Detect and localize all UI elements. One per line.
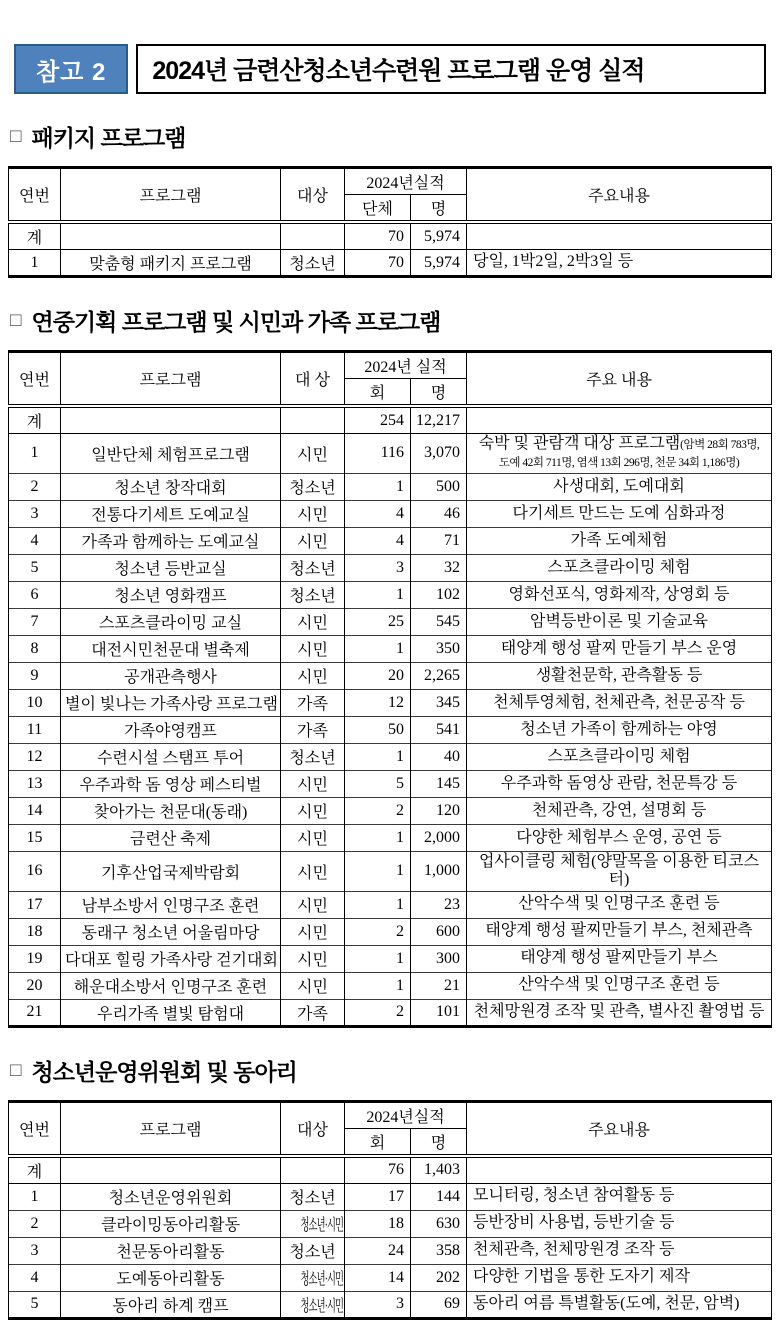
cell-program: 맞춤형 패키지 프로그램	[61, 250, 281, 277]
column-header-target: 대상	[281, 1101, 345, 1156]
column-header-content: 주요내용	[467, 168, 772, 223]
cell-program: 도예동아리활동	[61, 1264, 281, 1291]
table-row	[9, 1264, 772, 1291]
cell-people: 2,265	[411, 662, 467, 689]
cell-content: 스포츠클라이밍 체험	[467, 554, 772, 581]
cell-target: 시민	[281, 662, 345, 689]
cell-count: 116	[345, 434, 411, 474]
cell-people: 350	[411, 635, 467, 662]
cell-count: 2	[345, 797, 411, 824]
cell-target: 시민	[281, 972, 345, 999]
cell-program: 해운대소방서 인명구조 훈련	[61, 972, 281, 999]
cell-people: 1,403	[411, 1156, 467, 1184]
cell-target: 시민	[281, 797, 345, 824]
table-row	[9, 891, 772, 918]
cell-content: 등반장비 사용법, 등반기술 등	[467, 1210, 772, 1237]
cell-people: 3,070	[411, 434, 467, 474]
cell-content: 산악수색 및 인명구조 훈련 등	[467, 891, 772, 918]
table-row	[9, 716, 772, 743]
cell-target: 시민	[281, 770, 345, 797]
cell-target: 시민	[281, 635, 345, 662]
cell-no: 2	[9, 473, 61, 500]
section-heading-annual	[10, 304, 770, 337]
cell-people: 300	[411, 945, 467, 972]
cell-count: 1	[345, 851, 411, 891]
cell-count: 20	[345, 662, 411, 689]
cell-content: 다기세트 만드는 도예 심화과정	[467, 500, 772, 527]
cell-target: 시민	[281, 434, 345, 474]
cell-count: 1	[345, 824, 411, 851]
cell-content: 청소년 가족이 함께하는 야영	[467, 716, 772, 743]
cell-count: 2	[345, 918, 411, 945]
cell-program: 천문동아리활동	[61, 1237, 281, 1264]
column-header-unit-people: 명	[411, 195, 467, 223]
cell-program: 가족과 함께하는 도예교실	[61, 527, 281, 554]
cell-content: 다양한 기법을 통한 도자기 제작	[467, 1264, 772, 1291]
table-row	[9, 608, 772, 635]
cell-count: 4	[345, 500, 411, 527]
table-row	[9, 635, 772, 662]
table-row	[9, 1210, 772, 1237]
column-header-unit-people: 명	[411, 379, 467, 407]
cell-people: 101	[411, 999, 467, 1026]
cell-no: 5	[9, 1291, 61, 1318]
cell-target	[281, 1156, 345, 1184]
column-header-target: 대상	[281, 168, 345, 223]
table-header	[9, 168, 772, 223]
cell-content	[467, 1156, 772, 1184]
section-heading-package	[10, 120, 770, 153]
cell-count: 50	[345, 716, 411, 743]
cell-program: 클라이밍동아리활동	[61, 1210, 281, 1237]
cell-people: 5,974	[411, 222, 467, 250]
cell-no: 16	[9, 851, 61, 891]
cell-program: 기후산업국제박람회	[61, 851, 281, 891]
page-title: 2024년 금련산청소년수련원 프로그램 운영 실적	[136, 44, 766, 94]
cell-program: 우리가족 별빛 탐험대	[61, 999, 281, 1026]
cell-no: 3	[9, 500, 61, 527]
cell-content: 생활천문학, 관측활동 등	[467, 662, 772, 689]
cell-people: 69	[411, 1291, 467, 1318]
column-header-no: 연번	[9, 168, 61, 223]
cell-content: 천체관측, 강연, 설명회 등	[467, 797, 772, 824]
cell-content: 영화선포식, 영화제작, 상영회 등	[467, 581, 772, 608]
cell-target: 청소년	[281, 1183, 345, 1210]
table-header	[9, 352, 772, 407]
section-heading-text: 패키지 프로그램	[31, 125, 186, 151]
cell-target: 가족	[281, 999, 345, 1026]
section-heading-text: 연중기획 프로그램 및 시민과 가족 프로그램	[31, 309, 441, 335]
table-row	[9, 689, 772, 716]
cell-people: 21	[411, 972, 467, 999]
cell-people: 144	[411, 1183, 467, 1210]
cell-count: 1	[345, 473, 411, 500]
cell-program: 동래구 청소년 어울림마당	[61, 918, 281, 945]
cell-no: 17	[9, 891, 61, 918]
column-header-performance: 2024년실적	[345, 168, 467, 195]
table-row	[9, 918, 772, 945]
cell-no: 1	[9, 1183, 61, 1210]
table-row	[9, 1183, 772, 1210]
cell-program: 대전시민천문대 별축제	[61, 635, 281, 662]
cell-no: 11	[9, 716, 61, 743]
table-row	[9, 1237, 772, 1264]
cell-no: 2	[9, 1210, 61, 1237]
cell-people: 102	[411, 581, 467, 608]
cell-target: 청소년·시민	[281, 1291, 345, 1318]
table-row	[9, 527, 772, 554]
cell-no: 20	[9, 972, 61, 999]
cell-program: 수련시설 스탬프 투어	[61, 743, 281, 770]
cell-people: 600	[411, 918, 467, 945]
table-row	[9, 473, 772, 500]
cell-program: 별이 빛나는 가족사랑 프로그램	[61, 689, 281, 716]
table-total-row	[9, 1156, 772, 1184]
cell-program: 찾아가는 천문대(동래)	[61, 797, 281, 824]
cell-people: 202	[411, 1264, 467, 1291]
cell-people: 23	[411, 891, 467, 918]
cell-no: 4	[9, 1264, 61, 1291]
cell-content: 업사이클링 체험(양말목을 이용한 티코스터)	[467, 851, 772, 891]
cell-no: 18	[9, 918, 61, 945]
cell-no: 8	[9, 635, 61, 662]
cell-no: 10	[9, 689, 61, 716]
cell-program: 다대포 힐링 가족사랑 걷기대회	[61, 945, 281, 972]
cell-no: 14	[9, 797, 61, 824]
cell-count: 14	[345, 1264, 411, 1291]
package-program-table	[8, 166, 772, 278]
section-heading-text: 청소년운영위원회 및 동아리	[31, 1058, 297, 1085]
cell-target: 청소년	[281, 581, 345, 608]
cell-people: 71	[411, 527, 467, 554]
cell-people: 40	[411, 743, 467, 770]
cell-count: 76	[345, 1156, 411, 1184]
cell-count: 17	[345, 1183, 411, 1210]
reference-tag: 참고 2	[14, 44, 128, 94]
cell-content: 암벽등반이론 및 기술교육	[467, 608, 772, 635]
cell-program: 청소년운영위원회	[61, 1183, 281, 1210]
cell-program: 청소년 영화캠프	[61, 581, 281, 608]
column-header-unit-count: 회	[345, 379, 411, 407]
cell-no: 19	[9, 945, 61, 972]
cell-people: 500	[411, 473, 467, 500]
annual-program-table	[8, 350, 772, 1028]
cell-people: 5,974	[411, 250, 467, 277]
cell-target	[281, 406, 345, 434]
cell-no: 21	[9, 999, 61, 1026]
cell-count: 5	[345, 770, 411, 797]
column-header-program: 프로그램	[61, 1101, 281, 1156]
cell-target: 청소년	[281, 743, 345, 770]
cell-content: 모니터링, 청소년 참여활동 등	[467, 1183, 772, 1210]
cell-count: 2	[345, 999, 411, 1026]
table-row	[9, 434, 772, 474]
cell-target	[281, 222, 345, 250]
cell-count: 70	[345, 250, 411, 277]
cell-content: 천체투영체험, 천체관측, 천문공작 등	[467, 689, 772, 716]
column-header-no: 연번	[9, 352, 61, 407]
square-bullet-icon: □	[10, 310, 21, 331]
section-heading-committee	[10, 1054, 770, 1087]
cell-count: 24	[345, 1237, 411, 1264]
cell-content: 당일, 1박2일, 2박3일 등	[467, 250, 772, 277]
cell-count: 3	[345, 554, 411, 581]
cell-people: 545	[411, 608, 467, 635]
cell-program: 금련산 축제	[61, 824, 281, 851]
committee-club-table	[8, 1100, 772, 1320]
table-row	[9, 797, 772, 824]
cell-program	[61, 406, 281, 434]
table-row	[9, 999, 772, 1026]
column-header-program: 프로그램	[61, 168, 281, 223]
cell-target: 가족	[281, 716, 345, 743]
cell-count: 70	[345, 222, 411, 250]
cell-target: 청소년	[281, 554, 345, 581]
cell-people: 32	[411, 554, 467, 581]
table-row	[9, 554, 772, 581]
cell-count: 1	[345, 972, 411, 999]
cell-count: 1	[345, 891, 411, 918]
square-bullet-icon: □	[10, 126, 21, 147]
column-header-target: 대 상	[281, 352, 345, 407]
table-row	[9, 824, 772, 851]
cell-people: 630	[411, 1210, 467, 1237]
content-detail-note: (암벽 28회 783명, 도예 42회 711명, 염색 13회 296명, 천문 34회 1,186명)	[498, 439, 760, 470]
cell-count: 12	[345, 689, 411, 716]
cell-no: 5	[9, 554, 61, 581]
table-total-row	[9, 222, 772, 250]
cell-count: 25	[345, 608, 411, 635]
cell-people: 2,000	[411, 824, 467, 851]
table-row	[9, 250, 772, 277]
cell-count: 1	[345, 945, 411, 972]
cell-no: 13	[9, 770, 61, 797]
cell-program: 남부소방서 인명구조 훈련	[61, 891, 281, 918]
cell-no: 15	[9, 824, 61, 851]
cell-target: 시민	[281, 945, 345, 972]
table-row	[9, 770, 772, 797]
cell-no: 계	[9, 222, 61, 250]
cell-target: 가족	[281, 689, 345, 716]
cell-target: 시민	[281, 824, 345, 851]
table-row	[9, 972, 772, 999]
cell-count: 1	[345, 743, 411, 770]
cell-count: 254	[345, 406, 411, 434]
cell-content	[467, 406, 772, 434]
cell-count: 1	[345, 581, 411, 608]
cell-content: 가족 도예체험	[467, 527, 772, 554]
column-header-program: 프로그램	[61, 352, 281, 407]
cell-count: 1	[345, 635, 411, 662]
cell-no: 4	[9, 527, 61, 554]
cell-target: 시민	[281, 918, 345, 945]
column-header-unit-people: 명	[411, 1128, 467, 1156]
document-header	[14, 44, 766, 94]
cell-no: 6	[9, 581, 61, 608]
cell-count: 18	[345, 1210, 411, 1237]
cell-program	[61, 222, 281, 250]
cell-target: 청소년	[281, 473, 345, 500]
table-row	[9, 1291, 772, 1318]
table-row	[9, 662, 772, 689]
column-header-unit-count: 회	[345, 1128, 411, 1156]
cell-content: 태양계 행성 팔찌만들기 부스, 천체관측	[467, 918, 772, 945]
cell-no: 계	[9, 1156, 61, 1184]
table-row	[9, 581, 772, 608]
cell-count: 3	[345, 1291, 411, 1318]
table-header	[9, 1101, 772, 1156]
cell-content: 스포츠클라이밍 체험	[467, 743, 772, 770]
table-row	[9, 500, 772, 527]
cell-program: 일반단체 체험프로그램	[61, 434, 281, 474]
cell-content	[467, 222, 772, 250]
cell-target: 시민	[281, 527, 345, 554]
cell-content: 태양계 행성 팔찌만들기 부스	[467, 945, 772, 972]
cell-no: 1	[9, 434, 61, 474]
cell-program: 청소년 등반교실	[61, 554, 281, 581]
cell-people: 12,217	[411, 406, 467, 434]
cell-people: 345	[411, 689, 467, 716]
cell-content: 산악수색 및 인명구조 훈련 등	[467, 972, 772, 999]
cell-target: 청소년	[281, 250, 345, 277]
table-row	[9, 851, 772, 891]
column-header-performance: 2024년 실적	[345, 352, 467, 379]
cell-program: 스포츠클라이밍 교실	[61, 608, 281, 635]
column-header-performance: 2024년실적	[345, 1101, 467, 1128]
cell-content: 천체망원경 조작 및 관측, 별사진 촬영법 등	[467, 999, 772, 1026]
cell-content: 천체관측, 천체망원경 조작 등	[467, 1237, 772, 1264]
cell-no: 1	[9, 250, 61, 277]
cell-target: 시민	[281, 891, 345, 918]
cell-content: 숙박 및 관람객 대상 프로그램(암벽 28회 783명, 도예 42회 711명, 염색 13회 296명, 천문 34회 1,186명)	[467, 434, 772, 474]
cell-content: 다양한 체험부스 운영, 공연 등	[467, 824, 772, 851]
cell-no: 계	[9, 406, 61, 434]
table-row	[9, 945, 772, 972]
cell-program: 동아리 하계 캠프	[61, 1291, 281, 1318]
cell-no: 3	[9, 1237, 61, 1264]
cell-program: 공개관측행사	[61, 662, 281, 689]
column-header-content: 주요내용	[467, 1101, 772, 1156]
cell-no: 12	[9, 743, 61, 770]
cell-target: 시민	[281, 500, 345, 527]
square-bullet-icon: □	[10, 1059, 21, 1081]
cell-target: 청소년	[281, 1237, 345, 1264]
cell-people: 120	[411, 797, 467, 824]
cell-target: 시민	[281, 608, 345, 635]
cell-people: 46	[411, 500, 467, 527]
cell-content: 우주과학 돔영상 관람, 천문특강 등	[467, 770, 772, 797]
cell-program: 청소년 창작대회	[61, 473, 281, 500]
cell-content: 태양계 행성 팔찌 만들기 부스 운영	[467, 635, 772, 662]
cell-no: 7	[9, 608, 61, 635]
table-total-row	[9, 406, 772, 434]
cell-target: 청소년·시민	[281, 1264, 345, 1291]
cell-people: 1,000	[411, 851, 467, 891]
column-header-unit-count: 단체	[345, 195, 411, 223]
cell-target: 시민	[281, 851, 345, 891]
column-header-no: 연번	[9, 1101, 61, 1156]
cell-program: 가족야영캠프	[61, 716, 281, 743]
cell-target: 청소년·시민	[281, 1210, 345, 1237]
column-header-content: 주요 내용	[467, 352, 772, 407]
table-row	[9, 743, 772, 770]
cell-people: 145	[411, 770, 467, 797]
cell-program: 전통다기세트 도예교실	[61, 500, 281, 527]
cell-no: 9	[9, 662, 61, 689]
cell-people: 358	[411, 1237, 467, 1264]
cell-content: 동아리 여름 특별활동(도예, 천문, 암벽)	[467, 1291, 772, 1318]
cell-program: 우주과학 돔 영상 페스티벌	[61, 770, 281, 797]
cell-program	[61, 1156, 281, 1184]
cell-count: 4	[345, 527, 411, 554]
cell-people: 541	[411, 716, 467, 743]
cell-content: 사생대회, 도예대회	[467, 473, 772, 500]
